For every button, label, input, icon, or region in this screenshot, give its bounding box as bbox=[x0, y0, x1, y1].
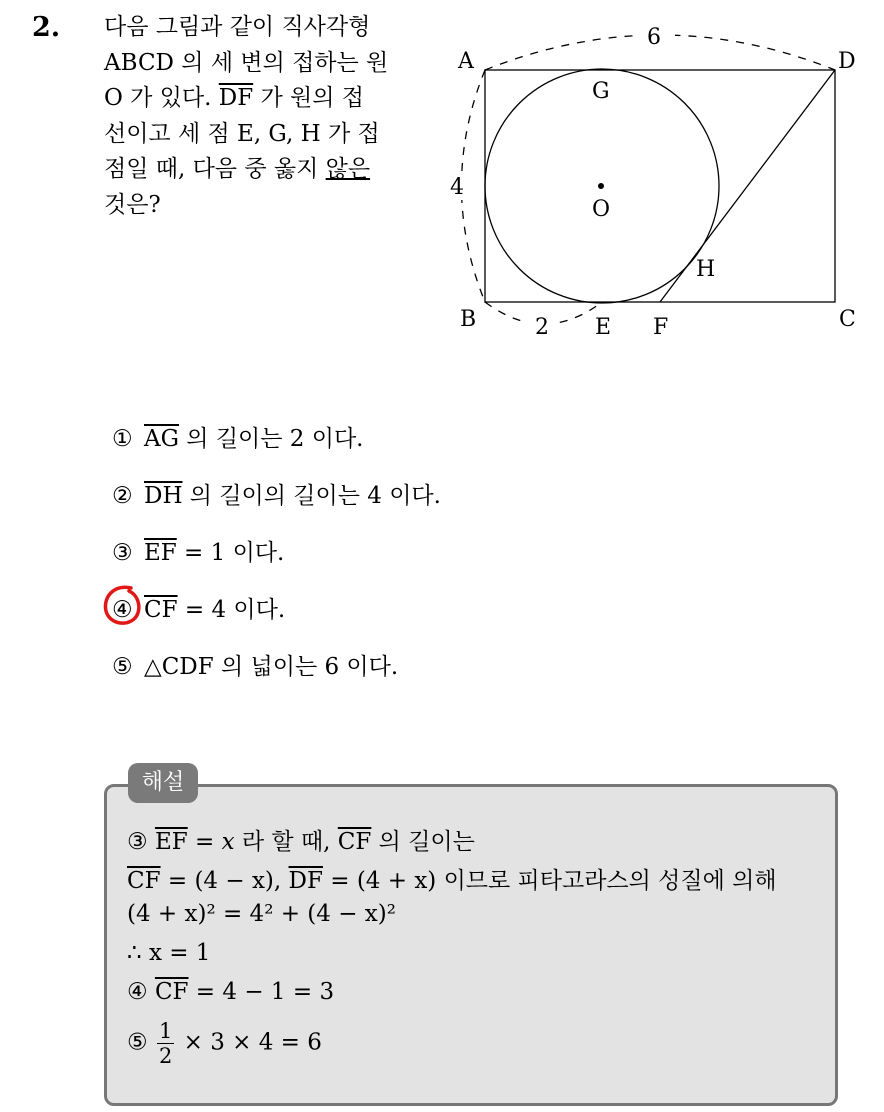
length-label-6: 6 bbox=[647, 25, 661, 50]
choice-5-number: ⑤ bbox=[112, 654, 133, 680]
stem-line-3-tail: 가 원의 접 bbox=[253, 85, 364, 111]
stem-line-6: 것은? bbox=[104, 191, 161, 218]
choice-2-number: ② bbox=[112, 483, 133, 509]
answer-circle-mark bbox=[101, 583, 147, 629]
sol-l1-d: 의 길이는 bbox=[371, 829, 475, 855]
point-label-g: G bbox=[592, 79, 610, 104]
stem-line-5 bbox=[104, 152, 424, 188]
choice-1-text: 의 길이는 2 이다. bbox=[178, 426, 364, 452]
stem-line-4: 선이고 세 점 E, G, H 가 접 bbox=[104, 120, 380, 147]
choice-1[interactable] bbox=[112, 420, 363, 453]
choice-4-segment: $\overline{CF}$ bbox=[144, 597, 178, 623]
solution-line-5 bbox=[127, 979, 334, 1005]
vertex-label-b: B bbox=[460, 307, 477, 332]
sol-l5-a: ④ bbox=[127, 979, 155, 1005]
solution-line-2 bbox=[127, 862, 777, 895]
sol-l1-seg2: $\overline{CF}$ bbox=[337, 829, 372, 855]
choice-3-segment: $\overline{EF}$ bbox=[144, 540, 177, 566]
solution-line-6 bbox=[127, 1019, 322, 1068]
vertex-label-a: A bbox=[458, 49, 474, 74]
solution-line-3: (4 + x)² = 4² + (4 − x)² bbox=[127, 901, 396, 927]
sol-l2-seg2: $\overline{DF}$ bbox=[288, 868, 323, 894]
choice-4-number: ④ bbox=[112, 597, 133, 623]
sol-l5-seg: $\overline{CF}$ bbox=[154, 979, 189, 1005]
sol-l1-a: ③ bbox=[127, 829, 155, 855]
solution-line-4: ∴ x = 1 bbox=[127, 940, 211, 966]
solution-line-1 bbox=[127, 823, 475, 856]
point-label-f: F bbox=[653, 315, 669, 340]
geometry-figure bbox=[440, 16, 870, 346]
sol-l1-seg1: $\overline{EF}$ bbox=[154, 829, 188, 855]
stem-line-2: ABCD 의 세 변의 접하는 원 bbox=[104, 49, 389, 76]
fraction-denominator: 2 bbox=[158, 1044, 173, 1068]
stem-line-5-text: 점일 때, 다음 중 옳지 bbox=[104, 156, 326, 182]
length-label-4: 4 bbox=[450, 175, 464, 200]
choice-1-number: ① bbox=[112, 426, 133, 452]
sol-l6-b: × 3 × 4 = 6 bbox=[176, 1029, 322, 1056]
choice-5-text: △CDF 의 넓이는 6 이다. bbox=[144, 654, 399, 680]
sol-l1-c: 라 할 때, bbox=[234, 829, 338, 855]
choice-1-segment: $\overline{AG}$ bbox=[144, 426, 179, 452]
rectangle-abcd bbox=[485, 70, 835, 302]
sol-l2-b: = (4 + x) 이므로 피타고라스의 성질에 의해 bbox=[322, 868, 777, 894]
question-number: 2. bbox=[32, 12, 61, 43]
choice-3[interactable] bbox=[112, 534, 284, 567]
point-label-h: H bbox=[696, 257, 716, 282]
solution-tag: 해설 bbox=[128, 763, 198, 803]
stem-underlined-word: 않은 bbox=[325, 156, 371, 182]
sol-l1-b: = bbox=[187, 829, 222, 855]
fraction-numerator: 1 bbox=[158, 1019, 173, 1043]
sol-l1-var: x bbox=[221, 829, 235, 855]
choice-2[interactable] bbox=[112, 477, 441, 510]
choice-5[interactable] bbox=[112, 648, 398, 681]
stem-line-1: 다음 그림과 같이 직사각형 bbox=[104, 14, 371, 40]
choice-3-text: = 1 이다. bbox=[176, 540, 285, 566]
sol-l6-a: ⑤ bbox=[127, 1029, 155, 1056]
center-point bbox=[598, 183, 604, 189]
choice-2-segment: $\overline{DH}$ bbox=[144, 483, 183, 509]
stem-line-3-text: O 가 있다. bbox=[104, 85, 219, 111]
choice-4-text: = 4 이다. bbox=[177, 597, 286, 623]
point-label-o: O bbox=[592, 197, 611, 222]
stem-segment-df: $\overline{DF}$ bbox=[218, 85, 254, 111]
fraction-one-half bbox=[157, 1019, 174, 1068]
length-label-2: 2 bbox=[535, 315, 549, 340]
sol-l5-b: = 4 − 1 = 3 bbox=[188, 979, 335, 1005]
sol-l2-seg1: $\overline{CF}$ bbox=[127, 868, 161, 894]
sol-l2-a: = (4 − x), bbox=[160, 868, 289, 894]
point-label-e: E bbox=[595, 315, 612, 340]
solution-box bbox=[104, 784, 838, 1106]
stem-line-3 bbox=[104, 81, 424, 117]
vertex-label-d: D bbox=[838, 49, 856, 74]
question-stem bbox=[104, 10, 424, 223]
vertex-label-c: C bbox=[839, 307, 856, 332]
choice-2-text: 의 길이의 길이는 4 이다. bbox=[182, 483, 441, 509]
choice-3-number: ③ bbox=[112, 540, 133, 566]
